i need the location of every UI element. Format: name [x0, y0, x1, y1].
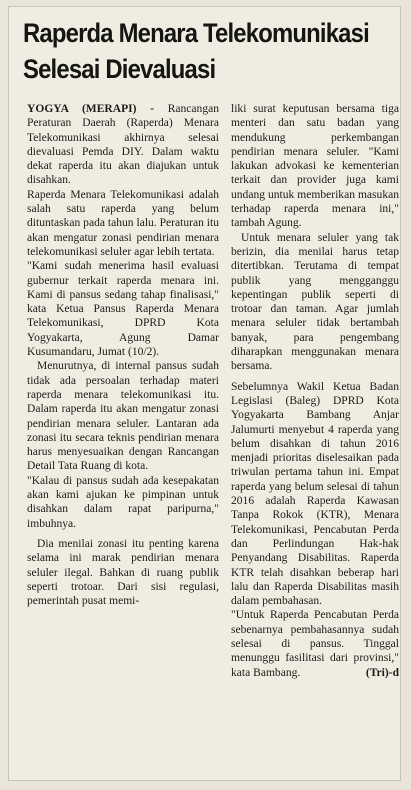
dateline: YOGYA (MERAPI) -: [27, 103, 155, 115]
headline-line-1: Raperda Menara Telekomunikasi: [23, 18, 369, 48]
article-paragraph: Sebelumnya Wakil Ketua Badan Legislasi (Baleg) DPRD Kota Yogyakarta Bambang Anjar Jalumurti menyebut 4 raperda yang belum disahkan di tahun 2016 menjadi prioritas diselesaikan pada triwulan pertama tahun ini. Empat raperda yang belum selesai di tahun 2016 adalah Raperda Kawasan Tanpa Rokok (KTR), Menara Telekomunikasi, Pencabutan Perda dan Perlindungan Hak-hak Penyandang Disabilitas. Raperda KTR telah disahkan beberap hari lalu dan Raperda Disabilitas masih dalam pembahasan.: [231, 380, 399, 608]
headline: [23, 15, 369, 87]
left-column: [27, 102, 219, 608]
article-paragraph: Dia menilai zonasi itu penting karena selama ini marak pendirian menara seluler ilegal. Bahkan di ruang publik seperti trotoar. Dari sisi regulasi, pemerintah pusat memi-: [27, 537, 219, 608]
article-paragraph: Raperda Menara Telekomunikasi adalah salah satu raperda yang belum dituntaskan pada tahun lalu. Peraturan itu akan mengatur zonasi pendirian menara telekomunikasi seluler agar lebih tertata.: [27, 188, 219, 258]
article-paragraph: Menurutnya, di internal pansus sudah tidak ada persoalan terhadap materi raperda menara telekomunikasi itu. Dalam raperda itu akan mengatur zonasi pendirian menara seluler. Lantaran ada zonasi itu secara teknis pendirian menara harus menyesuaikan dengan Rancangan Detail Tata Ruang di kota.: [27, 360, 219, 473]
article-paragraph: "Kalau di pansus sudah ada kesepakatan akan kami ajukan ke pimpinan untuk disahkan dalam rapat paripurna," imbuhnya.: [27, 474, 219, 530]
paragraph-text: Rancangan Peraturan Daerah (Raperda) Menara Telekomunikasi akhirnya selesai dievaluasi Pemda DIY. Dalam waktu dekat raperda itu akan diajukan untuk disahkan.: [27, 103, 219, 187]
paragraph-text: "Untuk Raperda Pencabutan Perda sebenarnya pembahasannya sudah selesai di pansus. Tinggal menunggu fasilitasi dari provinsi," kata Bambang.: [231, 609, 399, 679]
newspaper-clipping: [8, 6, 401, 781]
article-paragraph: [27, 102, 219, 188]
article-paragraph: "Kami sudah menerima hasil evaluasi gubernur terkait raperda menara ini. Kami di pansus sedang tahap finalisasi," kata Ketua Pansus Raperda Menara Telekomunikasi, DPRD Kota Yogyakarta, Agung Damar Kusumandaru, Jumat (10/2).: [27, 260, 219, 359]
article-paragraph: Untuk menara seluler yang tak berizin, dia menilai harus tetap ditertibkan. Terutama di tempat publik yang mengganggu kepentingan publik seperti di trotoar dan taman. Agar jumlah menara seluler tidak bertambah banyak, para pengembang diharapkan menggunakan menara bersama.: [231, 231, 399, 373]
author-signoff: (Tri)-d: [365, 666, 399, 679]
headline-line-2: Selesai Dievaluasi: [23, 54, 216, 84]
right-column: [231, 102, 399, 680]
article-paragraph: [231, 608, 399, 679]
article-paragraph: liki surat keputusan bersama tiga menteri dan satu badan yang mendukung perkembangan pendirian menara seluler. "Kami lakukan advokasi ke kementerian terkait dan provider juga kami undang untuk memberikan masukan terhadap raperda menara ini," tambah Agung.: [231, 103, 399, 230]
